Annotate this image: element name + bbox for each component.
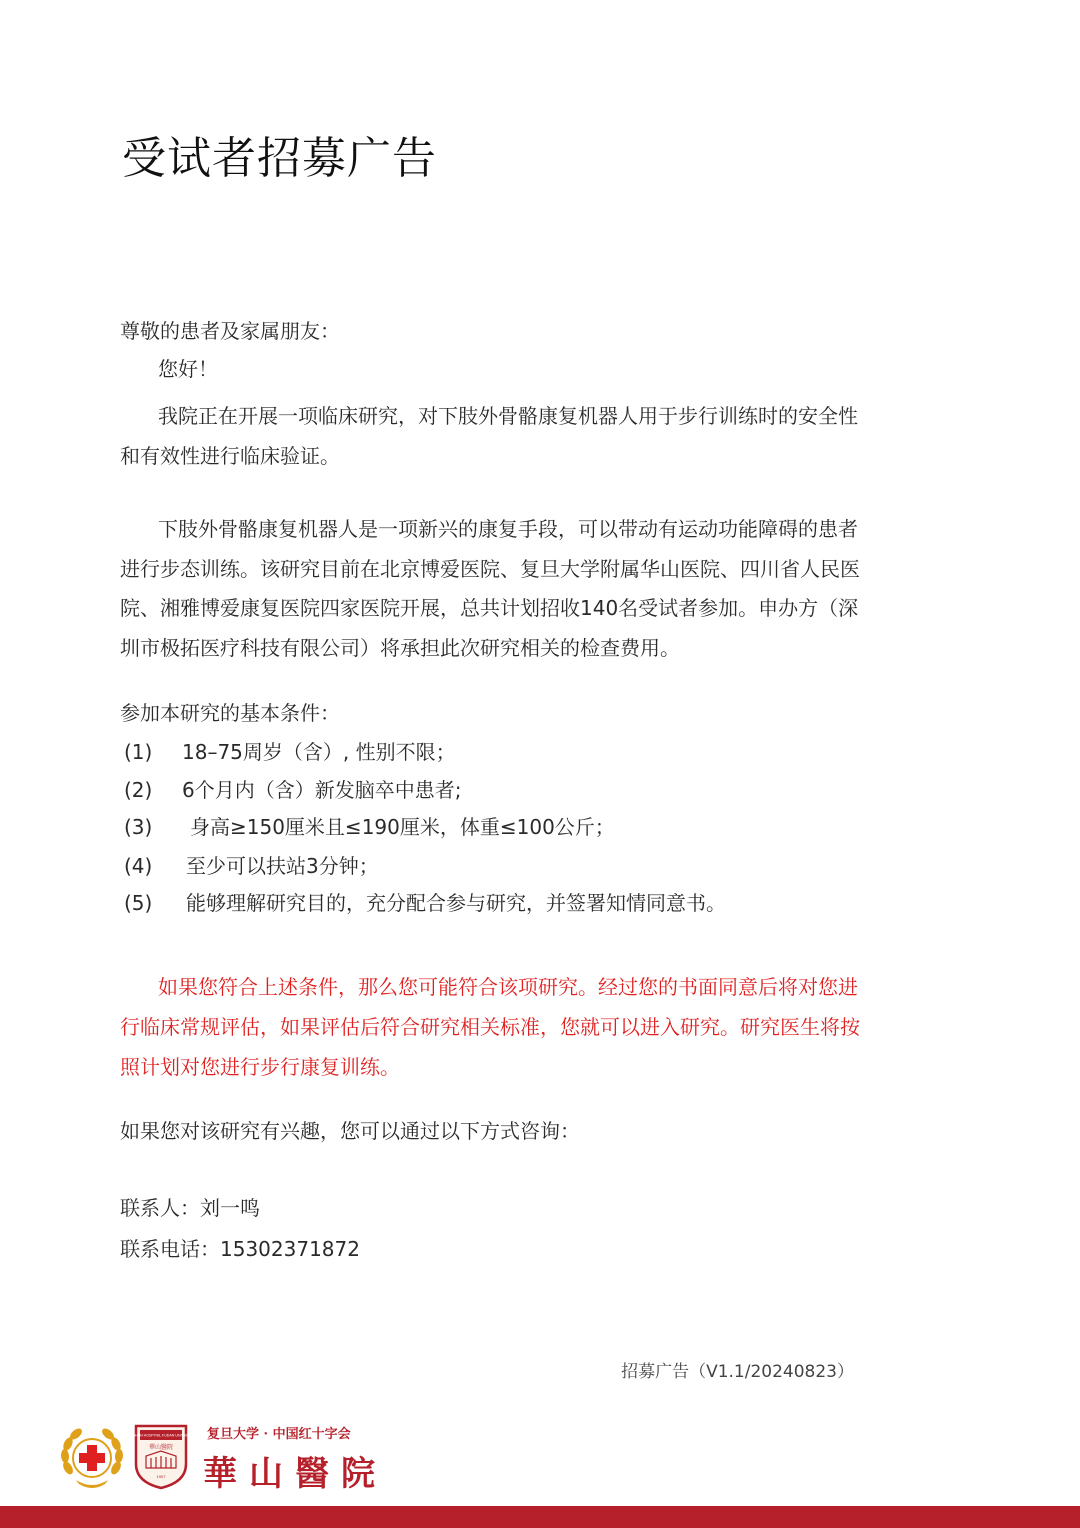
criteria-number: (3) <box>124 815 153 839</box>
footer-bar <box>0 1506 1080 1528</box>
badge-year: 1907 <box>156 1474 166 1479</box>
contact-phone: 联系电话：15302371872 <box>120 1237 360 1261</box>
page-title: 受试者招募广告 <box>122 133 437 184</box>
criteria-number: (1) <box>124 740 153 764</box>
criteria-text: 至少可以扶站3分钟； <box>186 854 379 878</box>
criteria-heading: 参加本研究的基本条件： <box>120 701 340 725</box>
criteria-text: 身高≥150厘米且≤190厘米，体重≤100公斤； <box>190 815 615 839</box>
criteria-item <box>124 889 726 917</box>
criteria-text: 能够理解研究目的，充分配合参与研究，并签署知情同意书。 <box>186 891 726 915</box>
criteria-item <box>124 852 379 880</box>
greeting: 尊敬的患者及家属朋友： <box>120 319 340 343</box>
description-paragraph: 下肢外骨骼康复机器人是一项新兴的康复手段，可以带动有运动功能障碍的患者进行步态训练。该研究目前在北京博爱医院、复旦大学附属华山医院、四川省人民医院、湘雅博爱康复医院四家医院开展，总共计划招收140名受试者参加。申办方（深圳市极拓医疗科技有限公司）将承担此次研究相关的检查费用。 <box>120 517 860 660</box>
hello-text: 您好！ <box>158 357 218 381</box>
criteria-number: (2) <box>124 778 153 802</box>
red-cross-emblem-icon <box>58 1424 126 1492</box>
criteria-item <box>124 738 456 766</box>
version-label: 招募广告（V1.1/20240823） <box>621 1362 854 1382</box>
contact-intro: 如果您对该研究有兴趣，您可以通过以下方式咨询： <box>120 1119 580 1143</box>
criteria-number: (5) <box>124 891 153 915</box>
eligibility-note: 如果您符合上述条件，那么您可能符合该项研究。经过您的书面同意后将对您进行临床常规评估，如果评估后符合研究相关标准，您就可以进入研究。研究医生将按照计划对您进行步行康复训练。 <box>120 975 860 1079</box>
criteria-number: (4) <box>124 854 153 878</box>
badge-chinese-text: 華山醫院 <box>148 1444 174 1451</box>
hospital-badge-icon <box>125 1424 197 1490</box>
hospital-name: 華山醫院 <box>203 1454 387 1494</box>
criteria-item <box>124 776 461 804</box>
criteria-text: 6个月内（含）新发脑卒中患者; <box>182 778 462 802</box>
hospital-affiliation: 复旦大学 · 中国红十字会 <box>207 1427 351 1442</box>
badge-text: HUASHAN HOSPITAL FUDAN UNIVERSITY <box>125 1433 197 1438</box>
criteria-item <box>124 813 615 841</box>
criteria-text: 18–75周岁（含）, 性别不限； <box>182 740 456 764</box>
intro-paragraph: 我院正在开展一项临床研究，对下肢外骨骼康复机器人用于步行训练时的安全性和有效性进行临床验证。 <box>120 404 858 468</box>
contact-person: 联系人：刘一鸣 <box>120 1196 260 1220</box>
